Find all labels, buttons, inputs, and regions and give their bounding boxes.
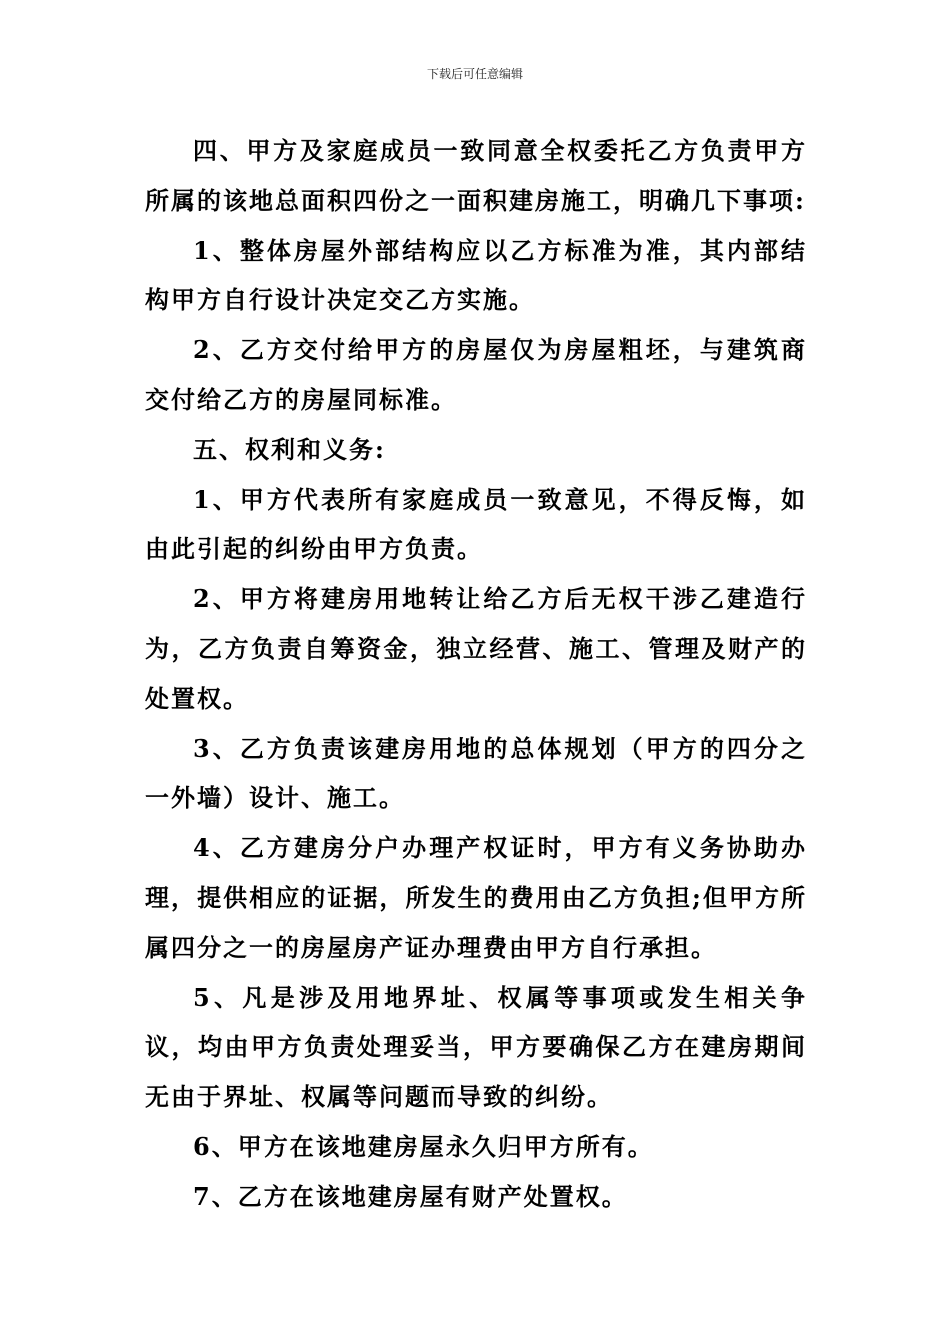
document-body <box>145 126 807 1222</box>
paragraph-section-5-item-3: 3、乙方负责该建房用地的总体规划（甲方的四分之一外墙）设计、施工。 <box>145 733 807 813</box>
paragraph-section-5-item-1: 1、甲方代表所有家庭成员一致意见，不得反悔，如由此引起的纠纷由甲方负责。 <box>145 484 807 564</box>
paragraph-section-4: 四、甲方及家庭成员一致同意全权委托乙方负责甲方所属的该地总面积四份之一面积建房施工，明确几下事项: <box>145 136 807 215</box>
paragraph-section-5-item-5: 5、凡是涉及用地界址、权属等事项或发生相关争议，均由甲方负责处理妥当，甲方要确保乙方在建房期间无由于界址、权属等问题而导致的纠纷。 <box>145 982 807 1112</box>
paragraph-section-5-item-2: 2、甲方将建房用地转让给乙方后无权干涉乙建造行为，乙方负责自筹资金，独立经营、施工、管理及财产的处置权。 <box>145 584 807 713</box>
page-header-note: 下载后可任意编辑 <box>426 67 523 81</box>
paragraph-section-5-heading: 五、权利和义务: <box>193 434 386 464</box>
paragraph-section-5-item-7: 7、乙方在该地建房屋有财产处置权。 <box>193 1181 628 1211</box>
paragraph-section-5-item-6: 6、甲方在该地建房屋永久归甲方所有。 <box>193 1131 654 1161</box>
paragraph-section-5-item-4: 4、乙方建房分户办理产权证时，甲方有义务协助办理，提供相应的证据，所发生的费用由乙方负担;但甲方所属四分之一的房屋房产证办理费由甲方自行承担。 <box>145 833 807 962</box>
paragraph-section-4-item-2: 2、乙方交付给甲方的房屋仅为房屋粗坯，与建筑商交付给乙方的房屋同标准。 <box>145 335 807 414</box>
paragraph-section-4-item-1: 1、整体房屋外部结构应以乙方标准为准，其内部结构甲方自行设计决定交乙方实施。 <box>145 235 807 315</box>
